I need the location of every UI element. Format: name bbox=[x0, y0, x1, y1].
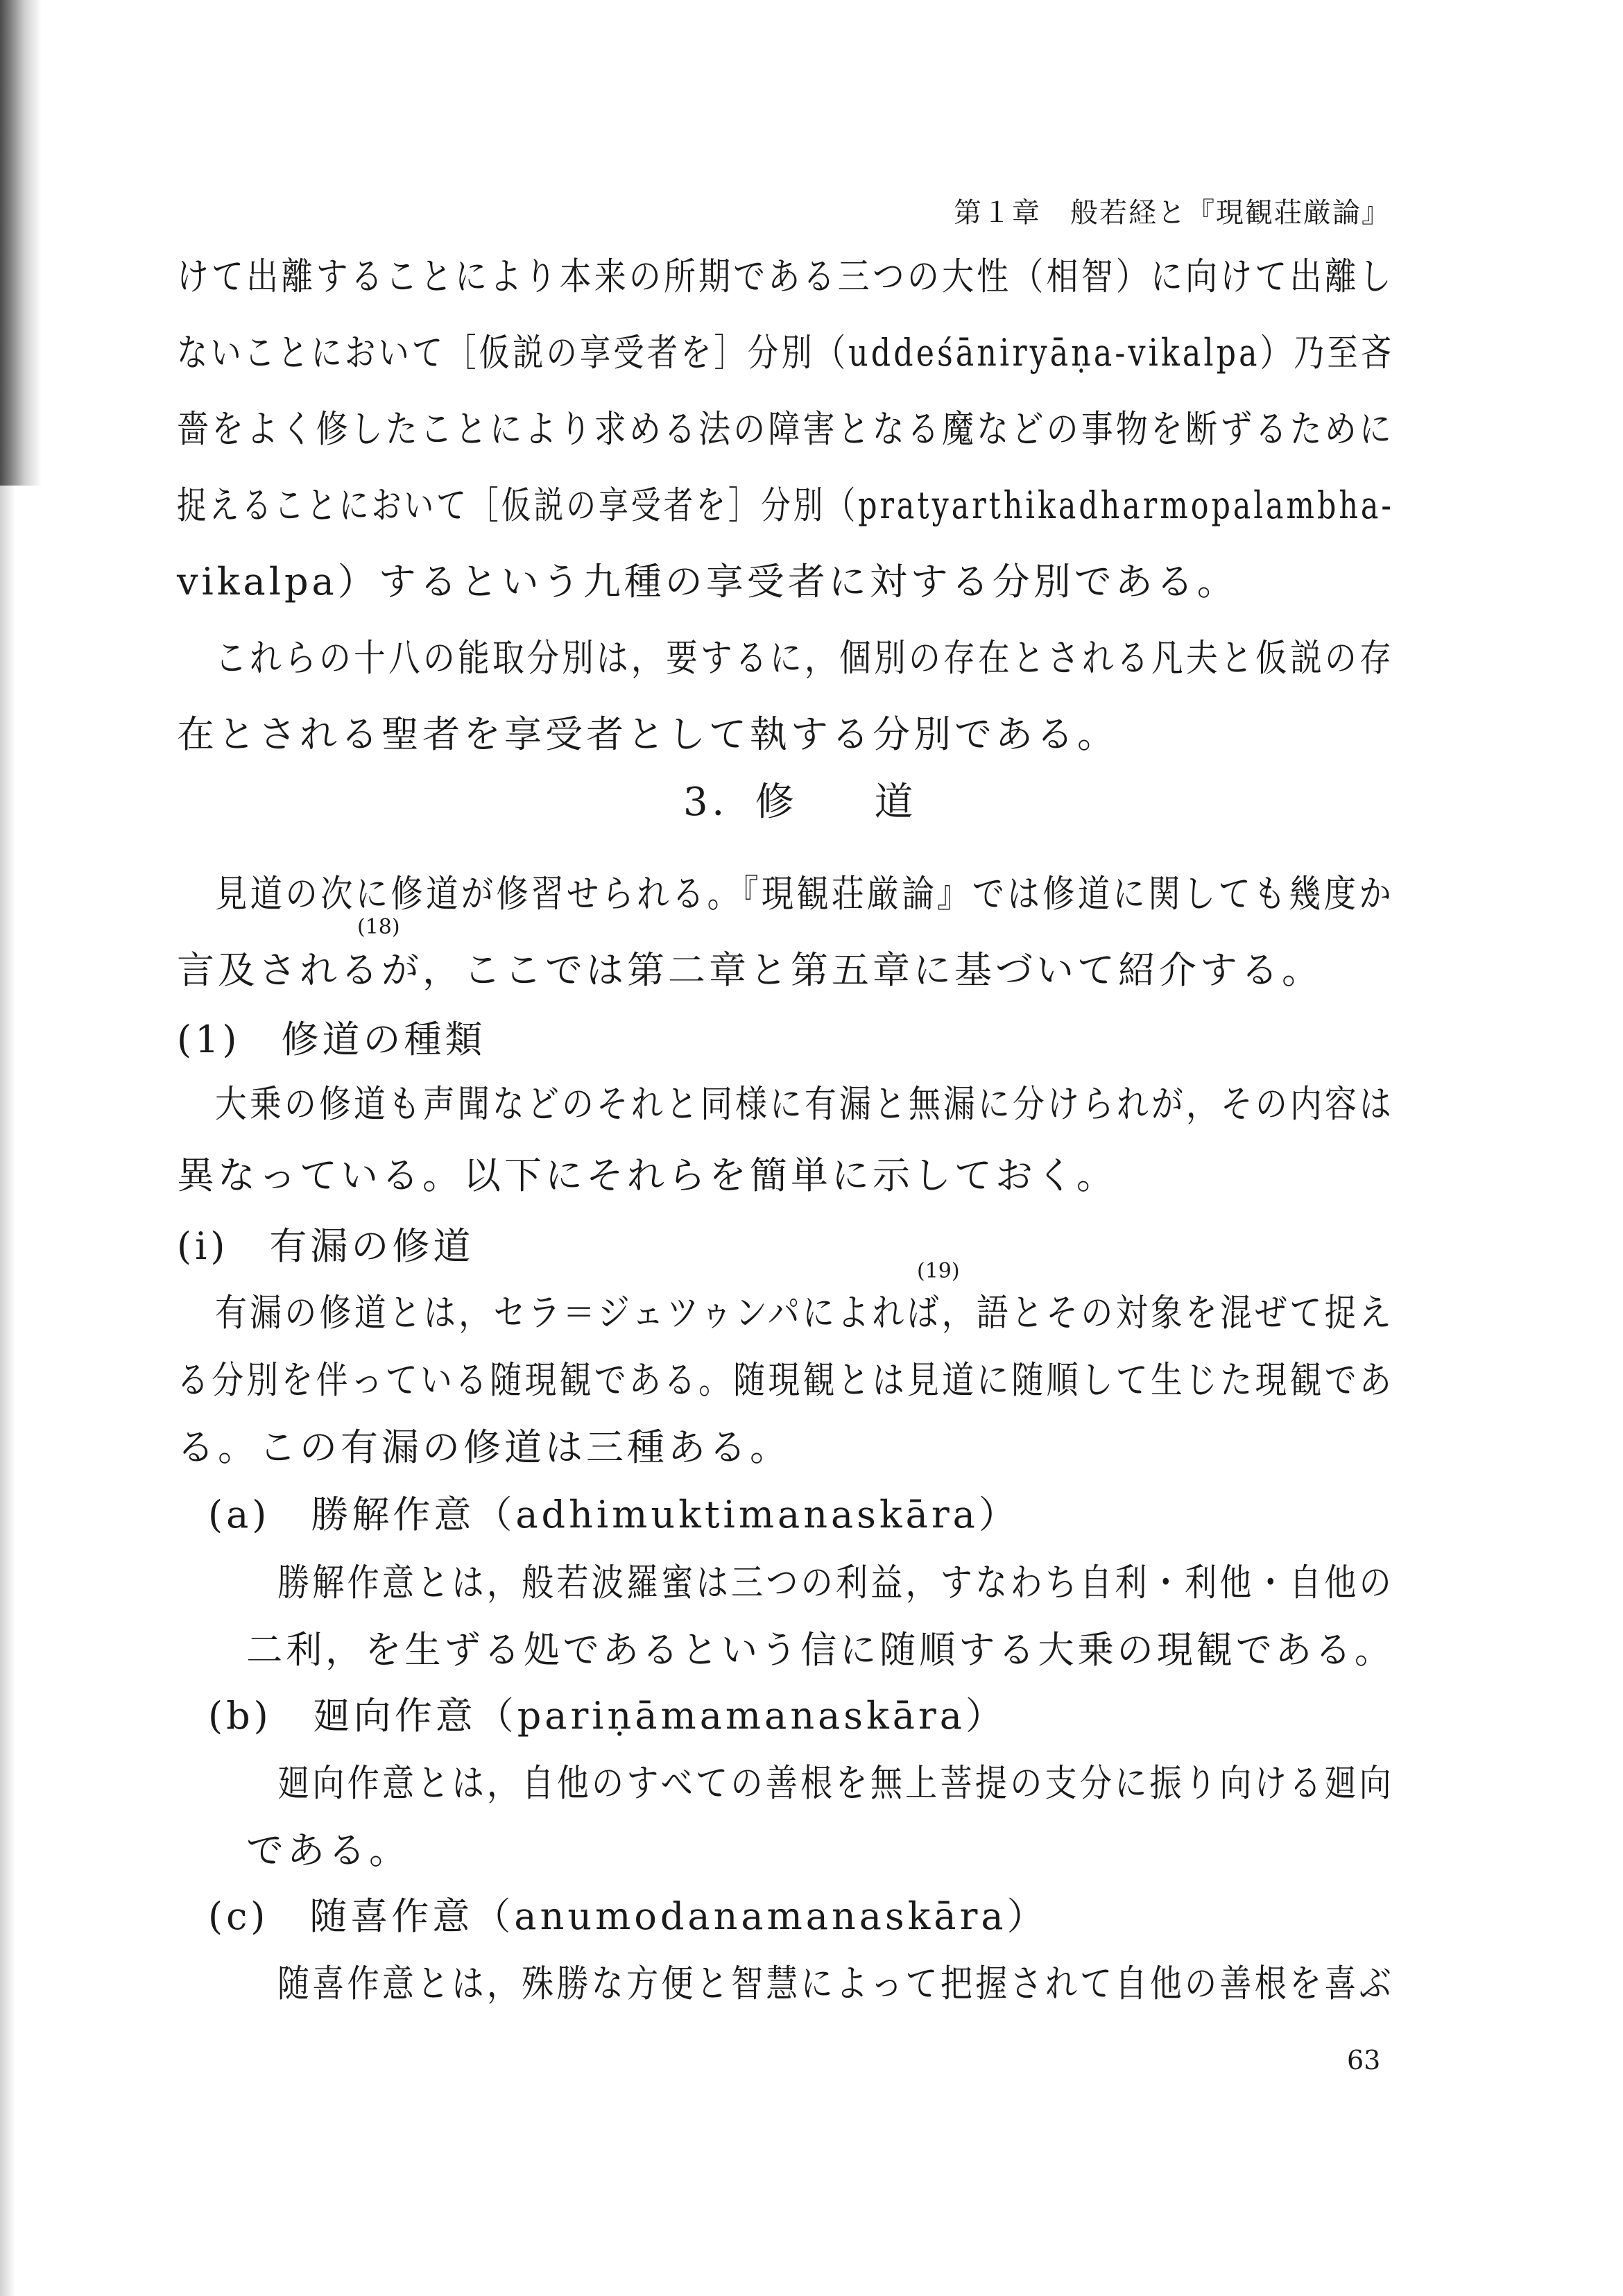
text-line: これらの十八の能取分別は，要するに，個別の存在とされる凡夫と仮説の存 bbox=[215, 636, 1394, 680]
text-line: ないことにおいて［仮説の享受者を］分別（uddeśāniryāṇa-vikalpa）乃至吝 bbox=[177, 331, 1395, 375]
text-line: 二利，を生ずる処であるという信に随順する大乗の現観である。 bbox=[246, 1628, 1394, 1672]
footnote-marker: (18) bbox=[357, 915, 400, 939]
section-heading-word: 道 bbox=[874, 780, 918, 825]
subheading: (i) 有漏の修道 bbox=[177, 1224, 474, 1268]
footnote-marker: (19) bbox=[917, 1259, 960, 1283]
text-line: 言及されるが，ここでは第二章と第五章に基づいて紹介する。 bbox=[177, 948, 1323, 992]
scan-shadow-lower bbox=[0, 486, 15, 2296]
text-line: る。この有漏の修道は三種ある。 bbox=[177, 1425, 791, 1469]
list-item-heading: (c) 随喜作意（anumodanamanaskāra） bbox=[208, 1894, 1048, 1938]
page-number: 63 bbox=[1347, 2045, 1381, 2075]
text-line: 大乗の修道も声聞などのそれと同様に有漏と無漏に分けられが，その内容は bbox=[215, 1082, 1394, 1126]
section-heading-number: 3．修 bbox=[683, 780, 798, 825]
text-line: 随喜作意とは，殊勝な方便と智慧によって把握されて自他の善根を喜ぶ bbox=[277, 1962, 1394, 2005]
list-item-heading: (b) 廻向作意（pariṇāmamanaskāra） bbox=[208, 1694, 1006, 1738]
text-line: 見道の次に修道が修習せられる。『現観荘厳論』では修道に関しても幾度か bbox=[215, 872, 1394, 916]
text-line: る分別を伴っている随現観である。随現観とは見道に随順して生じた現観であ bbox=[177, 1358, 1394, 1402]
subheading: (1) 修道の種類 bbox=[177, 1018, 486, 1061]
section-heading bbox=[683, 771, 918, 827]
text-line: である。 bbox=[246, 1828, 410, 1872]
text-line: 勝解作意とは，般若波羅蜜は三つの利益，すなわち自利・利他・自他の bbox=[277, 1561, 1394, 1604]
text-line: 有漏の修道とは，セラ＝ジェツゥンパによれば，語とその対象を混ぜて捉え bbox=[215, 1291, 1394, 1335]
text-line: 廻向作意とは，自他のすべての善根を無上菩提の支分に振り向ける廻向 bbox=[277, 1761, 1394, 1805]
text-line: vikalpa）するという九種の享受者に対する分別である。 bbox=[177, 560, 1238, 603]
text-line: けて出離することにより本来の所期である三つの大性（相智）に向けて出離し bbox=[177, 255, 1394, 298]
text-line: 異なっている。以下にそれらを簡単に示しておく。 bbox=[177, 1154, 1117, 1197]
scan-shadow bbox=[0, 0, 42, 486]
list-item-heading: (a) 勝解作意（adhimuktimanaskāra） bbox=[208, 1493, 1020, 1536]
text-line: 捉えることにおいて［仮説の享受者を］分別（pratyarthikadharmopalambha- bbox=[177, 483, 1394, 527]
text-line: 在とされる聖者を享受者として執する分別である。 bbox=[177, 712, 1118, 756]
text-line: 嗇をよく修したことにより求める法の障害となる魔などの事物を断ずるために bbox=[177, 407, 1394, 451]
running-head: 第１章 般若経と『現観荘厳論』 bbox=[954, 197, 1391, 229]
